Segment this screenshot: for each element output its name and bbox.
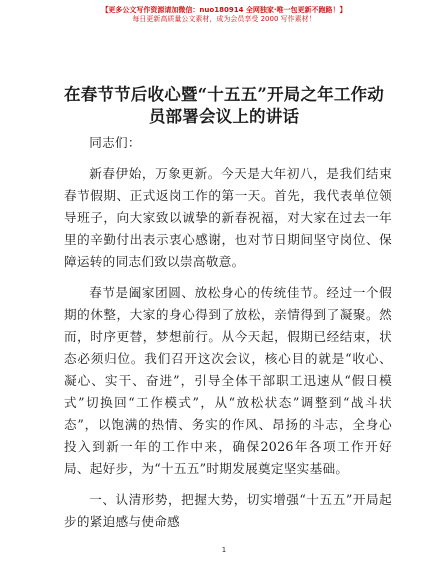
- promo-banner: [0, 6, 448, 24]
- page-number: 1: [221, 546, 227, 554]
- salutation: 同志们：: [89, 135, 141, 150]
- paragraph-1: 新春伊始，万象更新。今天是大年初八，是我们结束春节假期、正式返岗工作的第一天。首先，我代表单位领导班子，向大家致以诚挚的新春祝福，对大家在过去一年里的辛勤付出表示衷心感谢，也对节日期间坚守岗位、保障运转的同志们致以崇高敬意。: [64, 166, 392, 269]
- promo-banner-line-1: 【更多公文写作资源请加微信：nuo180914 全网独家·唯一包更新不跑路！】: [101, 6, 347, 14]
- section-heading: 一、认清形势，把握大势，切实增强“十五五”开局起步的紧迫感与使命感: [64, 492, 392, 529]
- promo-banner-line-2: 每日更新高质量公文素材，成为会员享受 2000 写作素材！: [132, 15, 316, 23]
- paragraph-2: 春节是阖家团圆、放松身心的传统佳节。经过一个假期的休整，大家的身心得到了放松，亲情得到了凝聚。然而，时序更替，梦想前行。从今天起，假期已经结束，状态必须归位。我们召开这次会议，核心目的就是“收心、凝心、实干、奋进”，引导全体干部职工迅速从“假日模式”切换回“工作模式”，从“放松状态”调整到“战斗状态”，以饱满的热情、务实的作风、昂扬的斗志，全身心投入到新一年的工作中来，确保2026年各项工作开好局、起好步，为“十五五”时期发展奠定坚实基础。: [64, 285, 392, 476]
- document-body: [64, 132, 392, 542]
- document-title: 在春节节后收心暨“十五五”开局之年工作动员部署会议上的讲话: [64, 85, 384, 126]
